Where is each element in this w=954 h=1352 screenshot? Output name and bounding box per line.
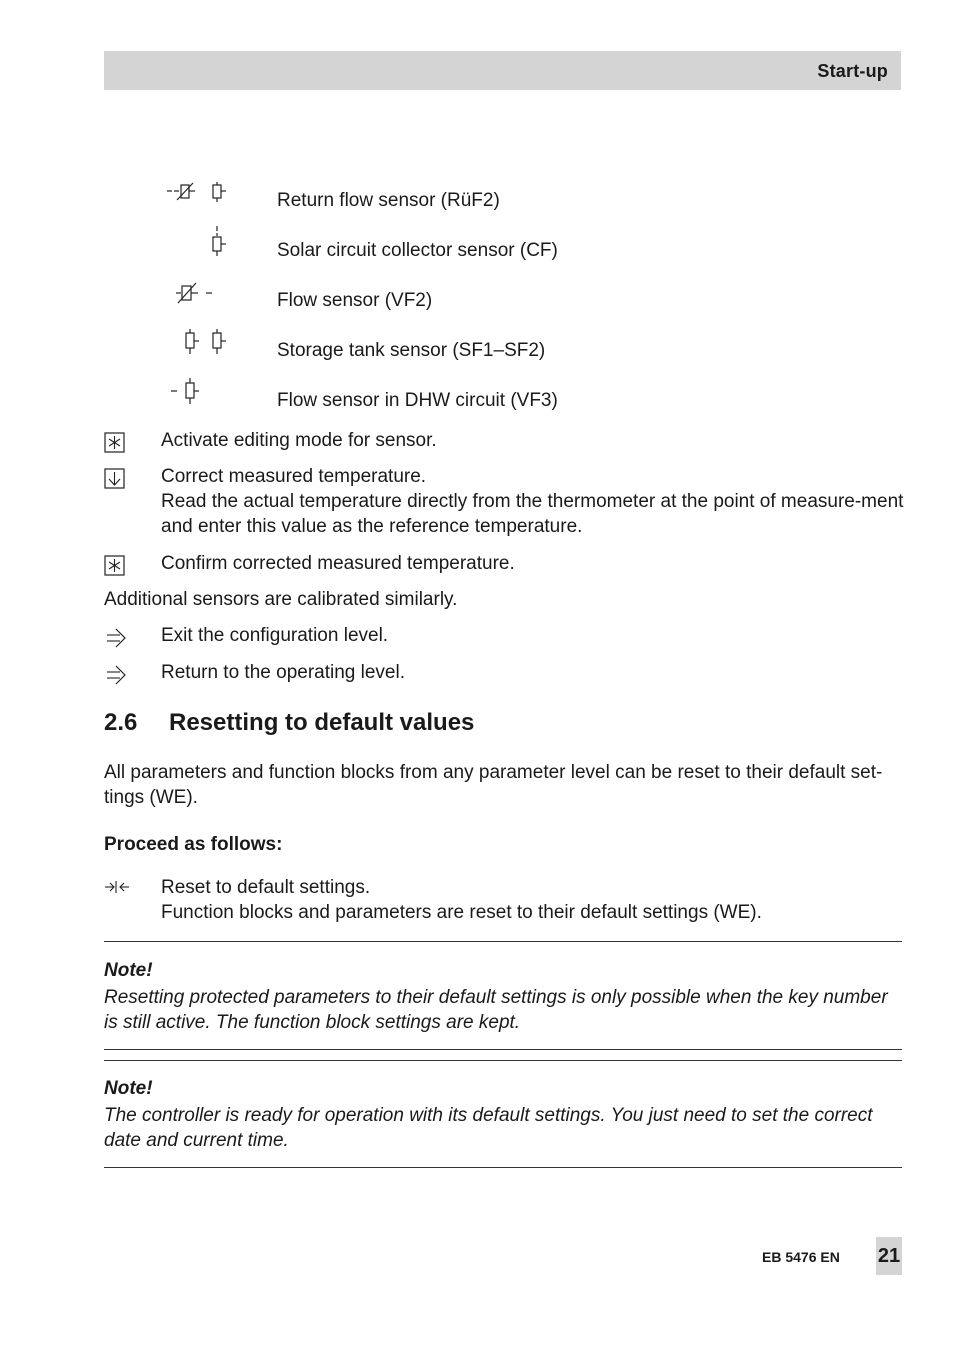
step-reset [104,875,904,927]
asterisk-key-icon [104,555,126,577]
note-text: Resetting protected parameters to their default settings is only possible when the key number is still active. The function block settings are kept. [104,987,888,1033]
step-text: Return to the operating level. [161,662,405,683]
step-text: Activate editing mode for sensor. [161,430,437,451]
divider [104,941,902,942]
section-title: Resetting to default values [169,709,475,736]
step-detail: Function blocks and parameters are reset to their default settings (WE). [161,902,762,923]
sensor-label: Solar circuit collector sensor (CF) [277,240,558,261]
section-number: 2.6 [104,709,138,736]
section-heading [104,709,474,737]
step-text: Correct measured temperature. [161,466,427,487]
sensor-row-flow [160,280,860,320]
exit-arrow-icon [104,627,128,649]
return-flow-sensor-symbol [160,180,230,210]
note-title: Note! [104,1078,153,1099]
sensor-row-return-flow [160,180,860,220]
step-text: Confirm corrected measured temperature. [161,553,515,574]
dhw-flow-sensor-symbol [160,378,230,410]
document-id: EB 5476 EN [762,1249,840,1265]
additional-sensors-text: Additional sensors are calibrated similarly. [104,589,458,610]
step-detail: Read the actual temperature directly from the thermometer at the point of measure-ment and enter this value as the reference temperature. [161,491,904,537]
storage-tank-sensor-symbol [160,328,230,360]
collector-sensor-symbol [160,226,230,262]
header-title: Start-up [817,61,888,81]
divider [104,1049,902,1050]
asterisk-key-icon [104,432,126,454]
reset-arrows-icon [104,878,132,898]
divider [104,1060,902,1061]
flow-sensor-symbol [160,280,230,310]
sensor-row-storage [160,328,860,368]
note-text: The controller is ready for operation with its default settings. You just need to set the correct date and current time. [104,1105,873,1151]
divider [104,1167,902,1168]
page-number: 21 [876,1237,902,1275]
sensor-label: Flow sensor (VF2) [277,290,433,311]
step-confirm [104,551,904,577]
proceed-heading: Proceed as follows: [104,834,283,855]
note-title: Note! [104,960,153,981]
sensor-label: Storage tank sensor (SF1–SF2) [277,340,546,361]
section-intro: All parameters and function blocks from any parameter level can be reset to their default set-tings (WE). [104,762,883,808]
step-correct [104,464,904,540]
sensor-row-collector [160,226,860,266]
down-arrow-key-icon [104,468,126,490]
step-text: Reset to default settings. [161,877,371,898]
step-text: Exit the configuration level. [161,625,389,646]
header-bar [104,51,901,90]
step-activate [104,428,904,454]
sensor-label: Return flow sensor (RüF2) [277,190,500,211]
step-return [104,660,904,686]
sensor-row-dhw-flow [160,378,860,418]
step-exit [104,623,904,649]
sensor-label: Flow sensor in DHW circuit (VF3) [277,390,558,411]
exit-arrow-icon [104,664,128,686]
